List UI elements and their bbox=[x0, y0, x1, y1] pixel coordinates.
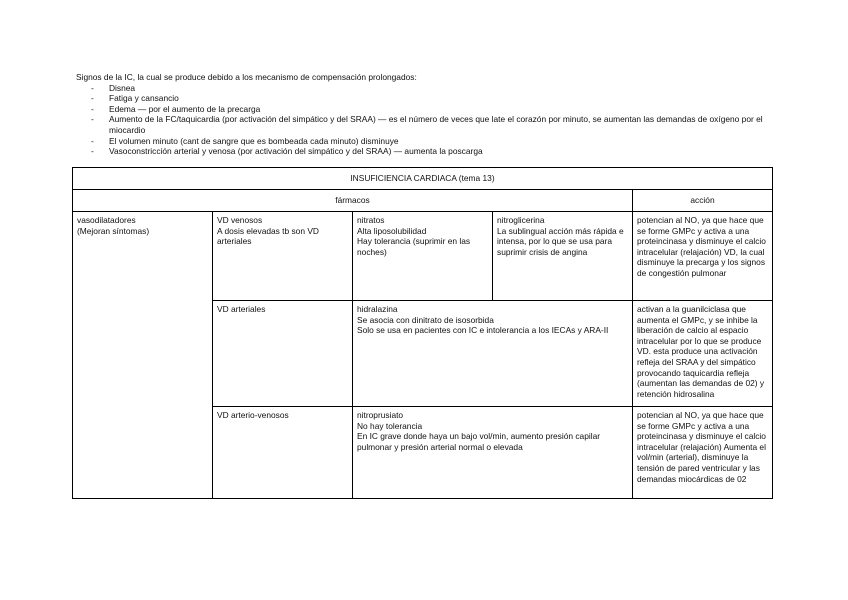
drug-note: La sublingual acción más rápida e intensa, por lo que se usa para suprimir crisis de angina bbox=[497, 225, 624, 257]
drug-cell bbox=[353, 212, 493, 301]
intro-heading: Signos de la IC, la cual se produce debido a los mecanismo de compensación prolongados: bbox=[76, 72, 417, 82]
header-farmacos: fármacos bbox=[73, 190, 633, 212]
list-item-text: El volumen minuto (cant de sangre que es bombeada cada minuto) disminuye bbox=[109, 135, 399, 146]
drug-note: Se asocia con dinitrato de isosorbida bbox=[357, 314, 494, 325]
drug-note: No hay tolerancia bbox=[357, 420, 423, 431]
type-name: VD arterio-venosos bbox=[217, 410, 289, 420]
group-name: vasodilatadores bbox=[77, 215, 136, 225]
table-row bbox=[73, 212, 773, 301]
action-cell: potencian al NO, ya que hace que se forme GMPc y activa a una proteincinasa y disminuye el calcio intracelular (relajación) Aumenta el vol/min (arterial), disminuye la tensión de pared ventricular y las demandas miocárdicas de 02 bbox=[633, 407, 773, 499]
heart-failure-table bbox=[72, 167, 773, 499]
list-item bbox=[76, 104, 776, 115]
list-item-text: Disnea bbox=[109, 82, 136, 93]
drug-note: En IC grave donde haya un bajo vol/min, aumento presión capilar pulmonar y presión arterial normal o elevada bbox=[357, 431, 601, 452]
list-item bbox=[76, 136, 776, 147]
drug-name: hidralazina bbox=[357, 304, 398, 314]
drug-name: nitratos bbox=[357, 215, 385, 225]
list-item-text: Aumento de la FC/taquicardia (por activación del simpático y del SRAA) — es el número de veces que late el corazón por minuto, se aumentan las demandas de oxígeno por el miocardio bbox=[109, 114, 763, 135]
type-cell bbox=[213, 212, 353, 301]
header-accion: acción bbox=[633, 190, 773, 212]
table-title: INSUFICIENCIA CARDIACA (tema 13) bbox=[73, 168, 773, 190]
drug-name: nitroprusiato bbox=[357, 410, 404, 420]
drug-cell bbox=[353, 407, 633, 499]
bullet-dash: - bbox=[91, 93, 94, 104]
type-name: VD arteriales bbox=[217, 304, 266, 314]
list-item-text: Vasoconstricción arterial y venosa (por activación del simpático y del SRAA) — aumenta la poscarga bbox=[109, 146, 483, 157]
list-item bbox=[76, 146, 776, 157]
intro-section bbox=[76, 72, 776, 157]
action-cell: potencian al NO, ya que hace que se forme GMPc y activa a una proteincinasa y disminuye el calcio intracelular (relajación) VD, la cual disminuye la precarga y los signos de congestión pulmonar bbox=[633, 212, 773, 301]
bullet-dash: - bbox=[91, 114, 94, 125]
type-note: A dosis elevadas tb son VD arteriales bbox=[217, 225, 319, 247]
bullet-dash: - bbox=[91, 146, 94, 157]
bullet-dash: - bbox=[91, 82, 94, 93]
drug-cell bbox=[493, 212, 633, 301]
list-item bbox=[76, 114, 776, 135]
drug-note: Solo se usa en pacientes con IC e intolerancia a los IECAs y ARA-II bbox=[357, 325, 609, 336]
bullet-dash: - bbox=[91, 135, 94, 146]
group-cell bbox=[73, 212, 213, 499]
list-item bbox=[76, 83, 776, 94]
drug-name: nitroglicerina bbox=[497, 215, 545, 225]
type-name: VD venosos bbox=[217, 215, 263, 225]
list-item-text: Edema — por el aumento de la precarga bbox=[109, 103, 261, 114]
group-note: (Mejoran síntomas) bbox=[77, 225, 150, 236]
list-item-text: Fatiga y cansancio bbox=[109, 93, 179, 104]
type-cell bbox=[213, 407, 353, 499]
drug-note: Alta liposolubilidad bbox=[357, 225, 427, 236]
drug-cell bbox=[353, 301, 633, 407]
list-item bbox=[76, 93, 776, 104]
drug-note: Hay tolerancia (suprimir en las noches) bbox=[357, 236, 471, 257]
type-cell bbox=[213, 301, 353, 407]
symptom-list bbox=[76, 83, 776, 157]
bullet-dash: - bbox=[91, 103, 94, 114]
action-cell: activan a la guanilciclasa que aumenta el GMPc, y se inhibe la liberación de calcio al espacio intracelular por lo que se produce VD. esta produce una activación refleja del SRAA y del simpático provocando taquicardia refleja (aumentan las demandas de 02) y retención hidrosalina bbox=[633, 301, 773, 407]
